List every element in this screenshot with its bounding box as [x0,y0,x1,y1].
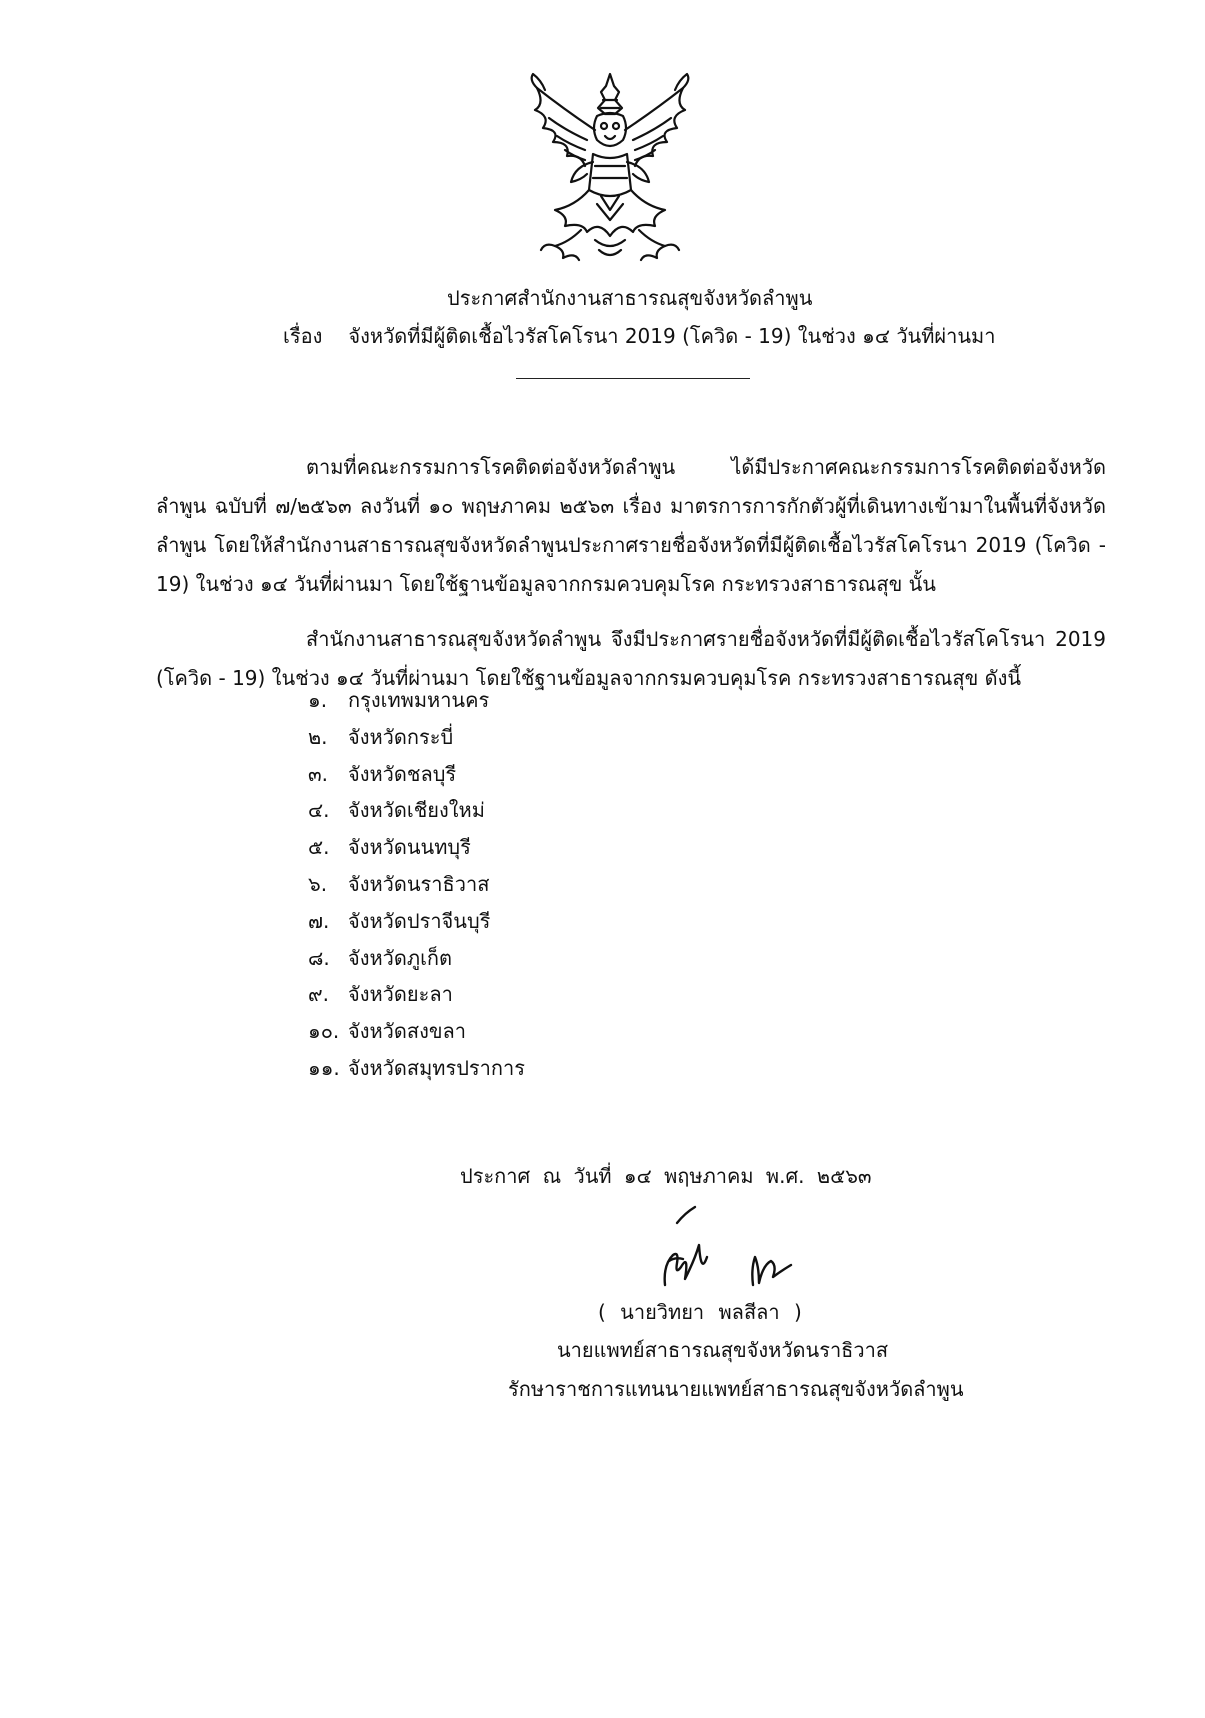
list-item-number: ๒. [308,724,328,749]
list-item [308,756,525,793]
list-item-name: จังหวัดชลบุรี [348,761,457,786]
paragraph-background: ตามที่คณะกรรมการโรคติดต่อจังหวัดลำพูน ได้มีประกาศคณะกรรมการโรคติดต่อจังหวัดลำพูน ฉบับที่ ๗/๒๕๖๓ ลงวันที่ ๑๐ พฤษภาคม ๒๕๖๓ เรื่อง มาตรการการกักตัวผู้ที่เดินทางเข้ามาในพื้นที่จังหวัดลำพูน โดยให้สำนักงานสาธารณสุขจังหวัดลำพูนประกาศรายชื่อจังหวัดที่มีผู้ติดเชื้อไวรัสโคโรนา 2019 (โควิด - 19) ในช่วง ๑๔ วันที่ผ่านมา โดยใช้ฐานข้อมูลจากกรมควบคุมโรค กระทรวงสาธารณสุข นั้น [156,455,1106,596]
list-item-number: ๘. [308,945,330,970]
list-item-name: กรุงเทพมหานคร [348,688,490,712]
list-item-name: จังหวัดยะลา [348,982,453,1007]
list-item-number: ๙. [308,982,330,1007]
list-item-number: ๓. [308,761,329,786]
list-item [308,976,525,1013]
signer-name: ( นายวิทยา พลสีลา ) [598,1300,802,1324]
list-item-name: จังหวัดภูเก็ต [348,945,453,970]
list-item [308,1050,525,1087]
province-list [308,682,525,1087]
list-item-name: จังหวัดกระบี่ [348,724,454,749]
list-item [308,719,525,756]
list-item-name: จังหวัดสมุทรปราการ [348,1055,525,1080]
list-item [308,792,525,829]
title-divider [516,378,750,379]
list-item [308,903,525,940]
list-item-number: ๑. [308,688,328,712]
document-subject [283,320,995,352]
list-item [308,682,525,719]
list-item-name: จังหวัดเชียงใหม่ [348,798,485,823]
list-item-number: ๖. [308,871,328,896]
list-item-number: ๔. [308,798,330,823]
list-item [308,1013,525,1050]
list-item-name: จังหวัดนราธิวาส [348,871,490,896]
document-title: ประกาศสำนักงานสาธารณสุขจังหวัดลำพูน [447,286,813,310]
list-item [308,940,525,977]
list-item-number: ๑๐. [308,1019,340,1044]
handwritten-signature-icon [655,1205,805,1295]
list-item-name: จังหวัดปราจีนบุรี [348,908,491,933]
garuda-emblem-icon [515,70,705,270]
announcement-date: ประกาศ ณ วันที่ ๑๔ พฤษภาคม พ.ศ. ๒๕๖๓ [460,1164,872,1188]
subject-text: จังหวัดที่มีผู้ติดเชื้อไวรัสโคโรนา 2019 (โควิด - 19) ในช่วง ๑๔ วันที่ผ่านมา [348,324,996,348]
list-item [308,829,525,866]
subject-label: เรื่อง [283,324,323,348]
list-item-name: จังหวัดสงขลา [348,1019,467,1044]
list-item-number: ๕. [308,835,330,860]
signer-acting-position: รักษาราชการแทนนายแพทย์สาธารณสุขจังหวัดลำพูน [508,1377,964,1401]
list-item-number: ๗. [308,908,330,933]
list-item-name: จังหวัดนนทบุรี [348,835,471,860]
list-item [308,866,525,903]
paragraph-announcement: สำนักงานสาธารณสุขจังหวัดลำพูน จึงมีประกาศรายชื่อจังหวัดที่มีผู้ติดเชื้อไวรัสโคโรนา 2019 (โควิด - 19) ในช่วง ๑๔ วันที่ผ่านมา โดยใช้ฐานข้อมูลจากกรมควบคุมโรค กระทรวงสาธารณสุข ดังนี้ [156,627,1106,690]
list-item-number: ๑๑. [308,1055,340,1080]
signer-position: นายแพทย์สาธารณสุขจังหวัดนราธิวาส [557,1338,889,1362]
